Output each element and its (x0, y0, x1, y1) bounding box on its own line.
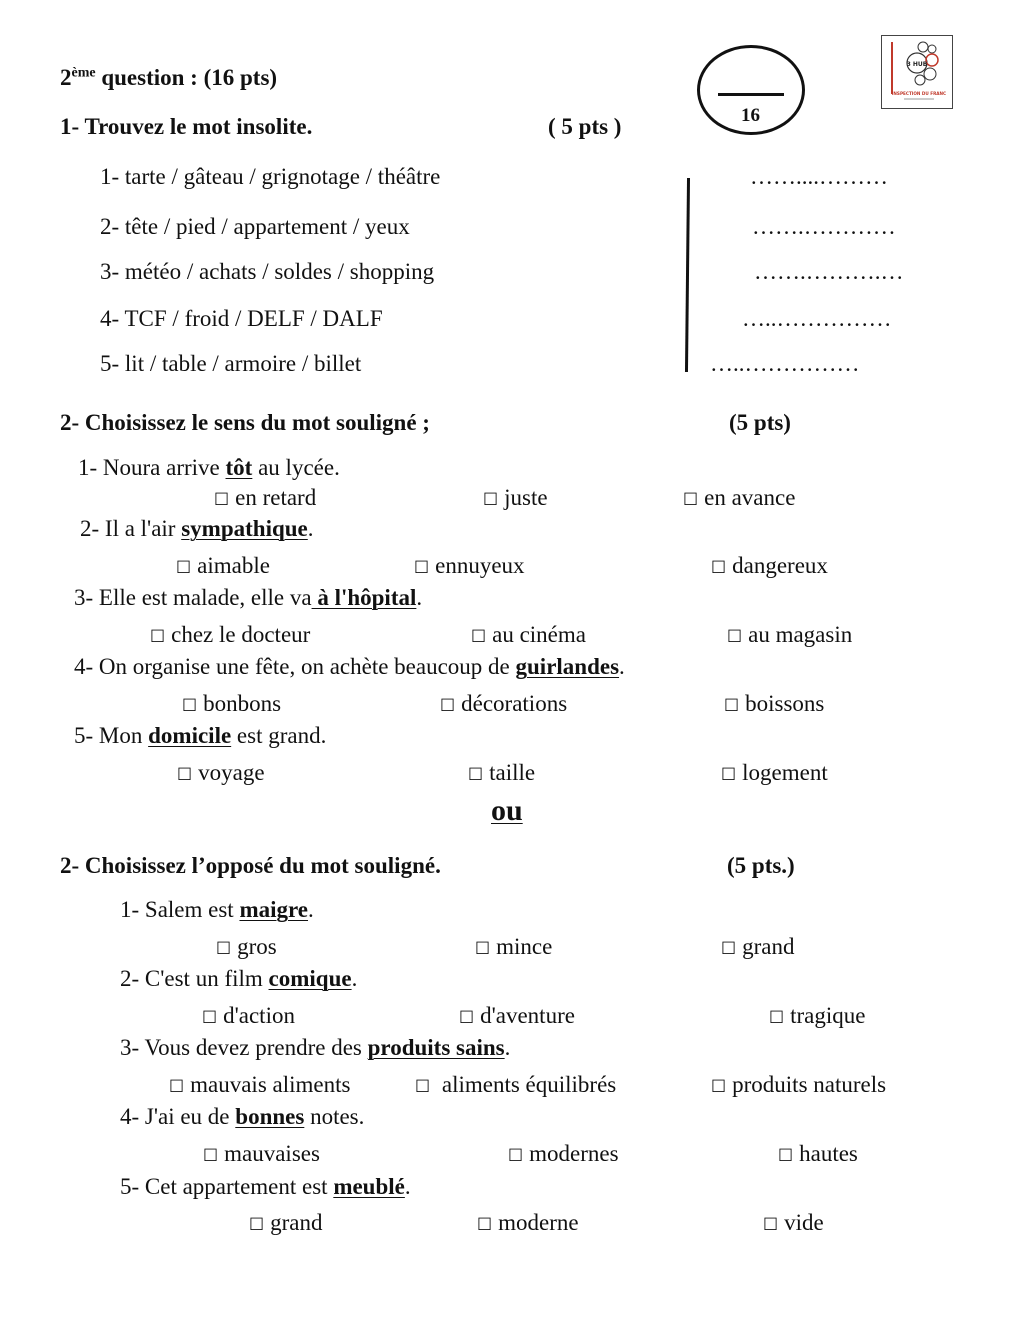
checkbox-icon: □ (182, 694, 198, 713)
odd-word-item-5: 5- lit / table / armoire / billet (100, 351, 362, 376)
checkbox-icon: □ (150, 625, 166, 644)
checkbox-icon: □ (727, 625, 743, 644)
option-checkbox[interactable]: □ aimable (176, 553, 270, 578)
checkbox-icon: □ (177, 763, 193, 782)
checkbox-icon: □ (214, 488, 230, 507)
logo-caption: INSPECTION DU FRANC (891, 91, 947, 96)
score-blank-line (718, 93, 784, 96)
checkbox-icon: □ (459, 1006, 475, 1025)
answer-blank-2[interactable]: …….………… (752, 214, 896, 239)
checkbox-icon: □ (202, 1006, 218, 1025)
synonym-question-1: 1- Noura arrive tôt au lycée. (78, 455, 340, 480)
odd-word-item-2: 2- tête / pied / appartement / yeux (100, 214, 410, 239)
option-checkbox[interactable]: □ ennuyeux (414, 553, 525, 578)
answer-blank-4[interactable]: …..…………… (742, 306, 892, 331)
option-checkbox[interactable]: □ en retard (214, 485, 317, 510)
synonym-question-2: 2- Il a l'air sympathique. (80, 516, 314, 541)
option-checkbox[interactable]: □ dangereux (711, 553, 828, 578)
option-checkbox[interactable]: □ voyage (177, 760, 265, 785)
option-checkbox[interactable]: □ gros (216, 934, 277, 959)
option-checkbox[interactable]: □ moderne (477, 1210, 579, 1235)
odd-word-item-4: 4- TCF / froid / DELF / DALF (100, 306, 383, 331)
option-checkbox[interactable]: □ aliments équilibrés (415, 1072, 617, 1097)
option-checkbox[interactable]: □ juste (483, 485, 548, 510)
synonym-question-4: 4- On organise une fête, on achète beaucoup de guirlandes. (74, 654, 625, 679)
part1-title: 1- Trouvez le mot insolite. (60, 114, 313, 139)
option-checkbox[interactable]: □ chez le docteur (150, 622, 311, 647)
antonym-question-2: 2- C'est un film comique. (120, 966, 358, 991)
inspection-logo (881, 35, 953, 109)
option-checkbox[interactable]: □ grand (249, 1210, 323, 1235)
option-checkbox[interactable]: □ décorations (440, 691, 568, 716)
antonym-question-1: 1- Salem est maigre. (120, 897, 314, 922)
checkbox-icon: □ (468, 763, 484, 782)
option-checkbox[interactable]: □ produits naturels (711, 1072, 887, 1097)
antonym-question-4: 4- J'ai eu de bonnes notes. (120, 1104, 365, 1129)
option-checkbox[interactable]: □ modernes (508, 1141, 619, 1166)
synonym-question-5: 5- Mon domicile est grand. (74, 723, 327, 748)
checkbox-icon: □ (249, 1213, 265, 1232)
option-checkbox[interactable]: □ grand (721, 934, 795, 959)
option-checkbox[interactable]: □ tragique (769, 1003, 866, 1028)
checkbox-icon: □ (724, 694, 740, 713)
checkbox-icon: □ (176, 556, 192, 575)
part2b-title: 2- Choisissez l’opposé du mot souligné. (60, 853, 441, 878)
checkbox-icon: □ (203, 1144, 219, 1163)
or-separator: ou (491, 794, 523, 827)
part1-points: ( 5 pts ) (548, 114, 622, 139)
option-checkbox[interactable]: □ mauvais aliments (169, 1072, 351, 1097)
checkbox-icon: □ (483, 488, 499, 507)
part2a-points: (5 pts) (729, 410, 791, 435)
option-checkbox[interactable]: □ vide (763, 1210, 824, 1235)
checkbox-icon: □ (440, 694, 456, 713)
checkbox-icon: □ (721, 763, 737, 782)
option-checkbox[interactable]: □ d'aventure (459, 1003, 575, 1028)
checkbox-icon: □ (415, 1075, 431, 1094)
antonym-question-3: 3- Vous devez prendre des produits sains. (120, 1035, 511, 1060)
option-checkbox[interactable]: □ mince (475, 934, 553, 959)
option-checkbox[interactable]: □ logement (721, 760, 828, 785)
part2b-points: (5 pts.) (727, 853, 795, 878)
vertical-divider (685, 178, 690, 372)
option-checkbox[interactable]: □ taille (468, 760, 536, 785)
checkbox-icon: □ (477, 1213, 493, 1232)
question-heading: 2ème question : (16 pts) (60, 65, 278, 90)
checkbox-icon: □ (508, 1144, 524, 1163)
checkbox-icon: □ (683, 488, 699, 507)
checkbox-icon: □ (721, 937, 737, 956)
option-checkbox[interactable]: □ boissons (724, 691, 825, 716)
option-checkbox[interactable]: □ bonbons (182, 691, 282, 716)
checkbox-icon: □ (711, 556, 727, 575)
option-checkbox[interactable]: □ mauvaises (203, 1141, 320, 1166)
antonym-question-5: 5- Cet appartement est meublé. (120, 1174, 411, 1199)
checkbox-icon: □ (778, 1144, 794, 1163)
checkbox-icon: □ (769, 1006, 785, 1025)
answer-blank-3[interactable]: …….……….… (754, 259, 904, 284)
checkbox-icon: □ (763, 1213, 779, 1232)
option-checkbox[interactable]: □ en avance (683, 485, 796, 510)
option-checkbox[interactable]: □ hautes (778, 1141, 858, 1166)
checkbox-icon: □ (216, 937, 232, 956)
answer-blank-5[interactable]: …..…………… (710, 351, 860, 376)
odd-word-item-1: 1- tarte / gâteau / grignotage / théâtre (100, 164, 441, 189)
checkbox-icon: □ (169, 1075, 185, 1094)
logo-circles-icon (882, 36, 952, 108)
checkbox-icon: □ (414, 556, 430, 575)
odd-word-item-3: 3- météo / achats / soldes / shopping (100, 259, 435, 284)
option-checkbox[interactable]: □ au cinéma (471, 622, 586, 647)
checkbox-icon: □ (711, 1075, 727, 1094)
checkbox-icon: □ (475, 937, 491, 956)
logo-hub-text: 3 HUB (906, 61, 928, 68)
option-checkbox[interactable]: □ au magasin (727, 622, 853, 647)
synonym-question-3: 3- Elle est malade, elle va à l'hôpital. (74, 585, 423, 610)
checkbox-icon: □ (471, 625, 487, 644)
score-denominator: 16 (741, 105, 760, 126)
part2a-title: 2- Choisissez le sens du mot souligné ; (60, 410, 430, 435)
option-checkbox[interactable]: □ d'action (202, 1003, 295, 1028)
answer-blank-1[interactable]: ……....……… (750, 164, 888, 189)
